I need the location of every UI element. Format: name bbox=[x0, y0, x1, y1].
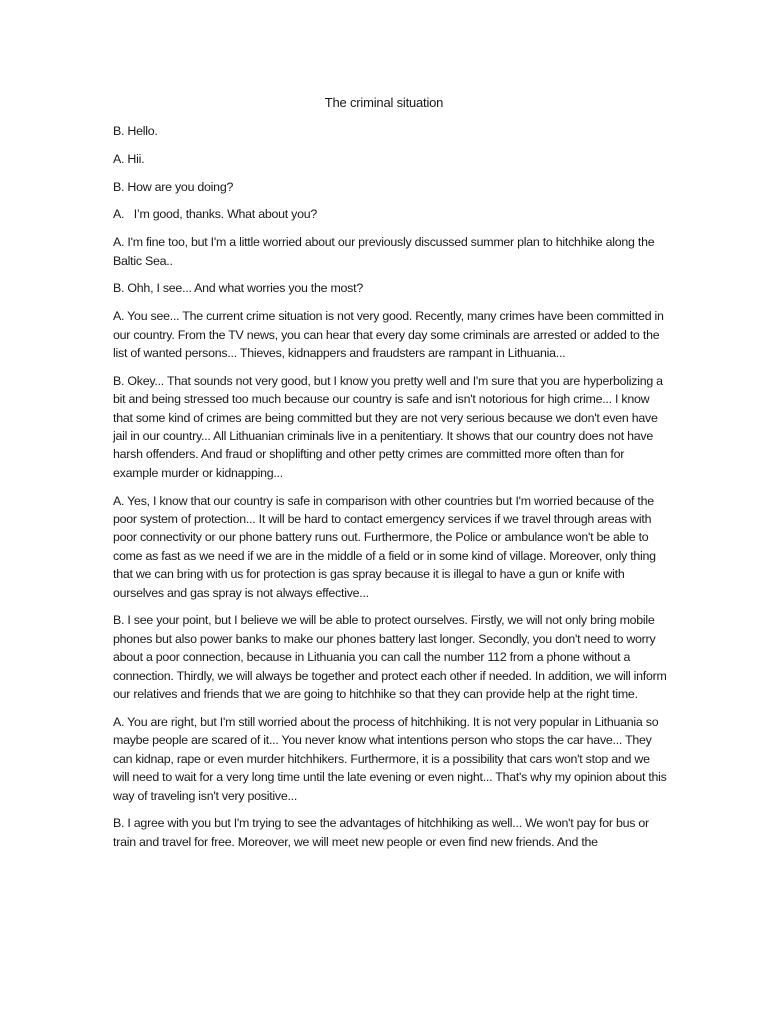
dialog-paragraph: A. I'm fine too, but I'm a little worried about our previously discussed summer plan to hitchhike along the Baltic Sea.. bbox=[113, 235, 655, 268]
dialog-paragraph: A. You are right, but I'm still worried about the process of hitchhiking. It is not very popular in Lithuania so maybe people are scared of it... You never know what intentions person who stops the car have... They can kidnap, rape or even murder hitchhikers. Furthermore, it is a possibility that cars won't stop and we will need to wait for a very long time until the late evening or even night... That's why my opinion about this way of traveling isn't very positive... bbox=[113, 714, 667, 803]
dialog-paragraph: A. Yes, I know that our country is safe in comparison with other countries but I'm worried because of the poor system of protection... It will be hard to contact emergency services if we travel through areas with poor connectivity or our phone battery runs out. Furthermore, the Police or ambulance won't be able to come as fast as we need if we are in the middle of a field or in some kind of village. Moreover, only thing that we can bring with us for protection is gas spray because it is illegal to have a gun or knife with ourselves and gas spray is not always effective... bbox=[113, 493, 656, 600]
document-title: The criminal situation bbox=[324, 95, 444, 110]
dialog-paragraph: B. I see your point, but I believe we will be able to protect ourselves. Firstly, we will not only bring mobile phones but also power banks to make our phones battery last longer. Secondly, you don't need to worry about a poor connection, because in Lithuania you can call the number 112 from a phone without a connection. Thirdly, we will always be together and protect each other if needed. In addition, we will inform our relatives and friends that we are going to hitchhike so that they can provide help at the right time. bbox=[113, 613, 667, 702]
dialog-line: B. Hello. bbox=[113, 124, 158, 138]
dialog-line: B. Ohh, I see... And what worries you the most? bbox=[113, 281, 363, 296]
document-body bbox=[113, 122, 668, 861]
dialog-paragraph: B. Okey... That sounds not very good, but I know you pretty well and I'm sure that you are hyperbolizing a bit and being stressed too much because our country is safe and isn't notorious for high crime... I know that some kind of crimes are being committed but they are not very serious because we don't even have jail in our country... All Lithuanian criminals live in a penitentiary. It shows that our country does not have harsh offenders. And fraud or shoplifting and other petty crimes are committed more often than for example murder or kidnapping... bbox=[113, 373, 663, 480]
dialog-paragraph: A. You see... The current crime situation is not very good. Recently, many crimes have been committed in our country. From the TV news, you can hear that every day some criminals are arrested or added to the list of wanted persons... Thieves, kidnappers and fraudsters are rampant in Lithuania... bbox=[113, 309, 664, 360]
dialog-line: A. I’m good, thanks. What about you? bbox=[113, 207, 318, 222]
dialog-paragraph: B. I agree with you but I'm trying to see the advantages of hitchhiking as well... We won't pay for bus or train and travel for free. Moreover, we will meet new people or even find new friends. And the bbox=[113, 816, 649, 849]
dialog-line: B. How are you doing? bbox=[113, 179, 234, 194]
dialog-line: A. Hii. bbox=[113, 151, 145, 166]
